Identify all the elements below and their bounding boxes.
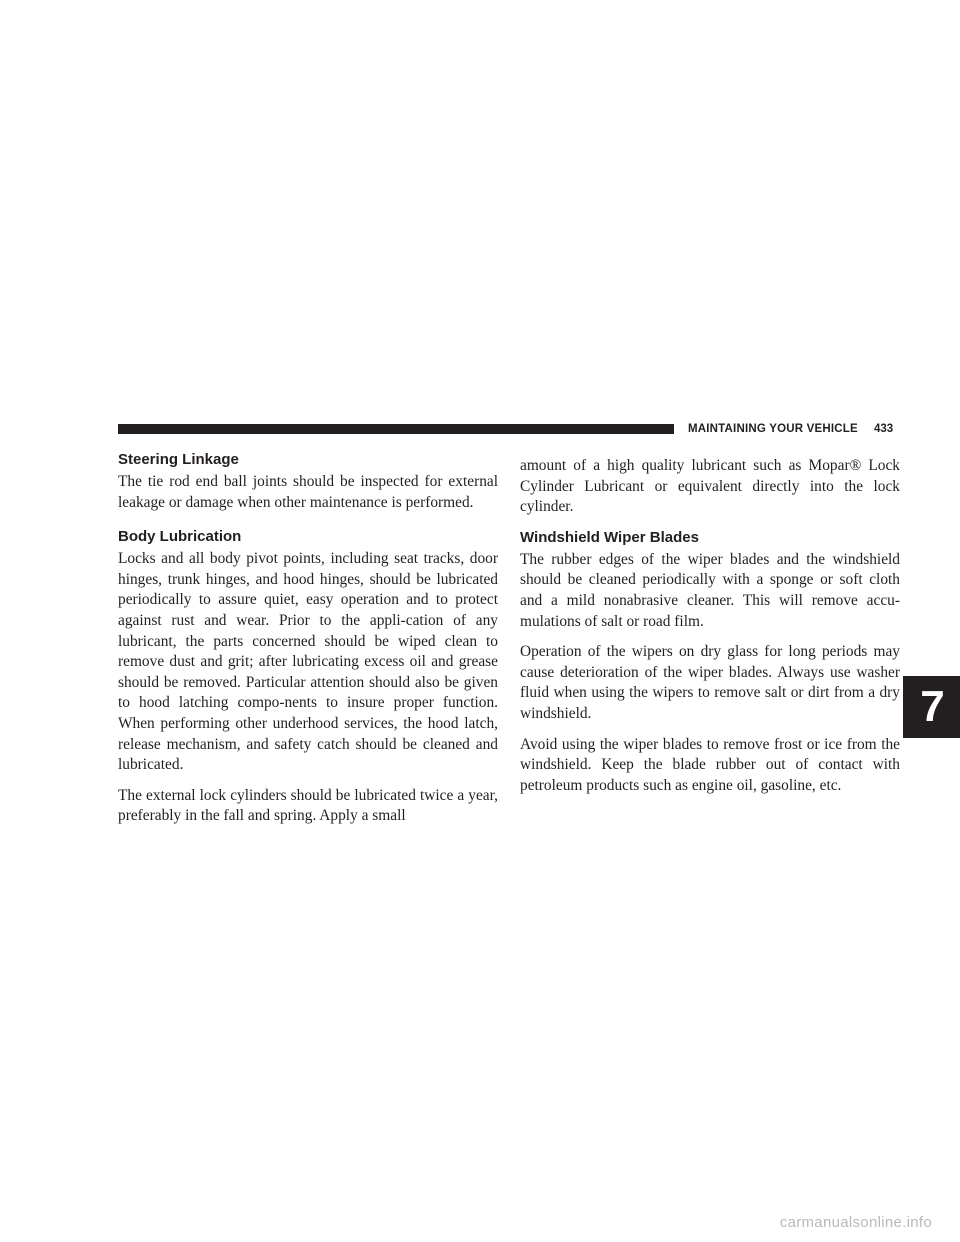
paragraph-body-lubrication-1: Locks and all body pivot points, including seat tracks, door hinges, trunk hinges, and hood hinges, should be lubricated periodically to assure quiet, easy operation and to protect against rust and wear. Prior to the appli-cation of any lubricant, the parts concerned should be wiped clean to remove dust and grit; after lubricating excess oil and grease should be removed. Particular attention should also be given to hood latching compo-nents to insure proper function. When performing other underhood services, the hood latch, release mechanism, and safety catch should be cleaned and lubricated. [118,550,498,774]
paragraph-lock-cylinder-continuation: amount of a high quality lubricant such as Mopar® Lock Cylinder Lubricant or equivalent directly into the lock cylinder. [520,457,900,516]
left-column [118,450,498,837]
section-heading-body-lubrication: Body Lubrication [118,528,242,546]
section-heading-windshield-wiper-blades: Windshield Wiper Blades [520,528,699,546]
chapter-tab: 7 [903,676,960,738]
paragraph-wiper-blades-3: Avoid using the wiper blades to remove frost or ice from the windshield. Keep the blade rubber out of contact with petroleum products such as engine oil, gasoline, etc. [520,735,900,794]
paragraph-wiper-blades-2: Operation of the wipers on dry glass for long periods may cause deterioration of the wiper blades. Always use washer fluid when using the wipers to remove salt or dirt from a dry windshield. [520,643,900,722]
paragraph-steering-linkage: The tie rod end ball joints should be inspected for external leakage or damage when other maintenance is performed. [118,473,498,511]
right-column [520,456,900,806]
paragraph-wiper-blades-1: The rubber edges of the wiper blades and the windshield should be cleaned periodically with a sponge or soft cloth and a mild nonabrasive cleaner. This will remove accu-mulations of salt or road film. [520,550,900,630]
section-heading-steering-linkage: Steering Linkage [118,451,239,468]
page-number: 433 [874,423,894,435]
footer-watermark: carmanualsonline.info [779,1214,932,1231]
header-rule [118,424,674,434]
paragraph-body-lubrication-2: The external lock cylinders should be lubricated twice a year, preferably in the fall and spring. Apply a small [118,786,498,825]
running-header-title: MAINTAINING YOUR VEHICLE [688,423,858,435]
